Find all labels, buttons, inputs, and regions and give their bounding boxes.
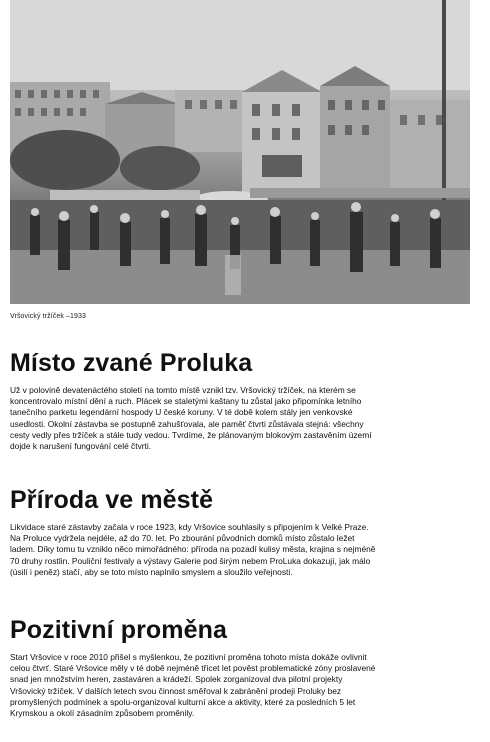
section-heading: Příroda ve městě [10,486,214,514]
section-heading: Pozitivní proměna [10,616,228,644]
section-paragraph: Už v polovině devatenáctého století na tomto místě vznikl tzv. Vršovický tržíček, na kterém se koncentrovalo místní dění a ruch. Plácek se staletými kaštany tu zůstal jako připomínka letního tanečního parketu legendární hospody U české koruny. V té době kolem stály jen venkovské usedlosti. Okolní zástavba se postupně zahušťovala, ale paměť čtvrti zůstávala stejná: všechny cesty vedly přes tržíček a stále tudy vedou. Tvrdíme, že plánovaným blokovým zastavěním území dojde k narušení fungování celé čtvrti. [10,385,372,452]
historic-market-photo [10,0,470,304]
section-paragraph: Start Vršovice v roce 2010 přišel s myšlenkou, že pozitivní proměna tohoto místa dokáže ovlivnit celou čtvrť. Staré Vršovice měly v té době nejméně třicet let pověst problematické zóny proslavené snad jen množstvím heren, zastaváren a krádeží. Spolek zorganizoval dva pilotní projekty Vršovický tržíček. V dalších letech svou činnost směřoval k zabránění prodeji Proluky bez promyšlených podmínek a spolu-organizoval kulturní akce a aktivity, které za posledních 5 let Krymskou a okolí zásadním způsobem proměnily. [10,652,376,719]
section-paragraph: Likvidace staré zástavby začala v roce 1923, kdy Vršovice souhlasily s připojením k Velké Praze. Na Proluce vydržela nejdéle, až do 70. let. Po zbourání původních domků místo zůstalo ležet ladem. Díky tomu tu vzniklo něco mimořádného: příroda na pozadí kulisy města, krajina s nejméně 70 druhy rostlin. Pouliční festivaly a výstavy Galerie pod širým nebem ProLuka dokazují, jak málo (úsilí i peněz) stačí, aby se toto místo naplnilo smyslem a sloužilo veřejnosti. [10,522,376,577]
section-heading: Místo zvané Proluka [10,349,253,377]
photo-caption: Vršovický tržíček –1933 [10,313,86,320]
section-pozitivni-promena [10,616,380,719]
market-scene-illustration [10,0,470,304]
section-misto-zvane-proluka [10,349,380,452]
section-priroda-ve-meste [10,486,380,578]
